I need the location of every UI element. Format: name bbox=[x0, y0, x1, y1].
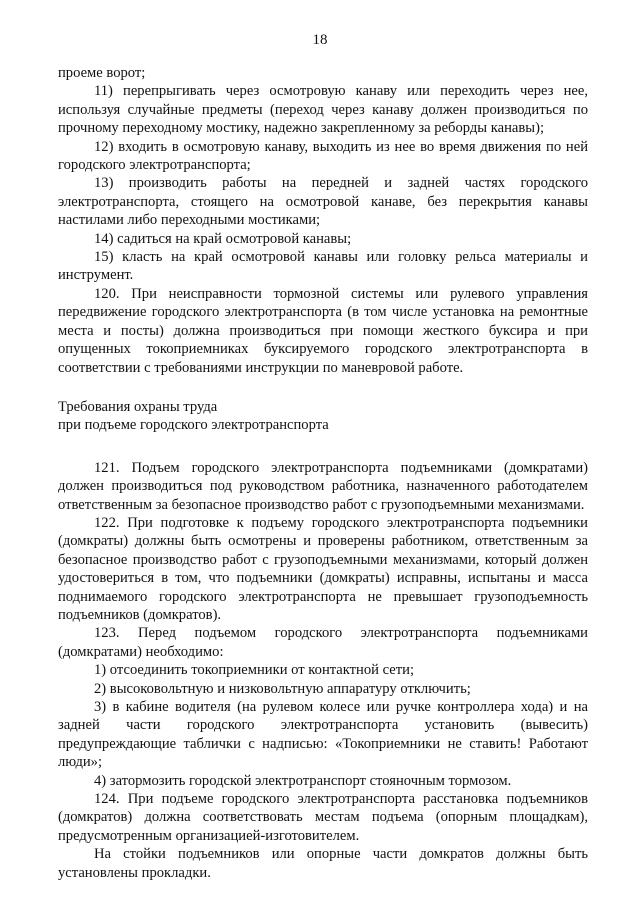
document-body bbox=[58, 64, 588, 882]
paragraph-123-item-1: 1) отсоединить токоприемники от контактной сети; bbox=[94, 662, 415, 679]
paragraph-item-14: 14) садиться на край осмотровой канавы; bbox=[94, 230, 352, 247]
section-heading-line-2: при подъеме городского электротранспорта bbox=[58, 417, 329, 434]
section-heading bbox=[58, 398, 588, 435]
paragraph-123: 123. Перед подъемом городского электротранспорта подъемниками (домкратами) необходимо: bbox=[58, 625, 588, 660]
paragraph-120: 120. При неисправности тормозной системы или рулевого управления передвижение городского электротранспорта (в том числе установка на ремонтные места и посты) должна производиться при помощи жесткого буксира и при опущенных токоприемниках буксируемого городского электротранспорта в соответствии с требованиями инструкции по маневровой работе. bbox=[58, 285, 588, 376]
paragraph-123-item-4: 4) затормозить городской электротранспорт стояночным тормозом. bbox=[94, 772, 512, 789]
paragraph-item-11: 11) перепрыгивать через осмотровую канаву или переходить через нее, используя случайные предметы (переход через канаву должен производиться по прочному переходному мостику, надежно закрепленному за реборды канавы); bbox=[58, 83, 588, 137]
paragraph-122: 122. При подготовке к подъему городского электротранспорта подъемники (домкраты) должны быть осмотрены и проверены работником, ответственным за безопасное производство работ с грузоподъемными механизмами, который должен удостовериться в том, что подъемники (домкраты) исправны, испытаны и масса поднимаемого городского электротранспорта не превышает грузоподъемность подъемников (домкратов). bbox=[58, 514, 588, 623]
paragraph-item-12: 12) входить в осмотровую канаву, выходить из нее во время движения по ней городского электротранспорта; bbox=[58, 138, 588, 174]
paragraph-item-13: 13) производить работы на передней и задней частях городского электротранспорта, стоящего на осмотровой канаве, без перекрытия канавы настилами либо переходными мостиками; bbox=[58, 175, 588, 229]
paragraph-124: 124. При подъеме городского электротранспорта расстановка подъемников (домкратов) должна соответствовать местам подъема (опорным площадкам), предусмотренным организацией-изготовителем. bbox=[58, 791, 588, 844]
paragraph-item-15: 15) класть на край осмотровой канавы или головку рельса материалы и инструмент. bbox=[58, 249, 588, 284]
section-heading-line-1: Требования охраны труда bbox=[58, 398, 218, 415]
paragraph-123-item-3: 3) в кабине водителя (на рулевом колесе или ручке контроллера хода) и на задней части городского электротранспорта установить (вывесить) предупреждающие таблички с надписью: «Токоприемники не ставить! Работают люди»; bbox=[58, 699, 588, 771]
paragraph-continuation: проеме ворот; bbox=[58, 65, 146, 81]
page-number: 18 bbox=[312, 32, 328, 48]
paragraph-121: 121. Подъем городского электротранспорта подъемниками (домкратами) должен производиться под руководством работника, назначенного работодателем ответственным за безопасное производство работ с грузоподъемными механизмами. bbox=[58, 459, 588, 513]
paragraph-124-continuation: На стойки подъемников или опорные части домкратов должны быть установлены прокладки. bbox=[58, 846, 588, 881]
paragraph-123-item-2: 2) высоковольтную и низковольтную аппаратуру отключить; bbox=[94, 680, 471, 697]
